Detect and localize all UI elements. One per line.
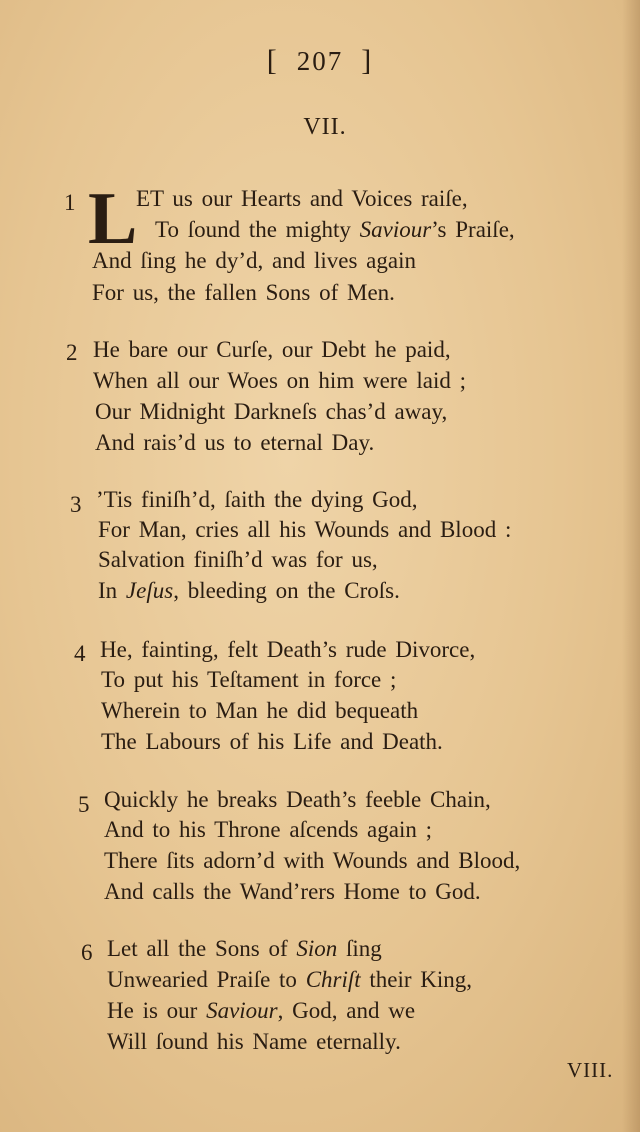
page-header — [0, 44, 640, 78]
verse-line: Let all the Sons of Sion ſing — [107, 936, 382, 961]
verse-line: The Labours of his Life and Death. — [101, 729, 443, 754]
page-edge-shadow — [622, 0, 640, 1132]
drop-cap: L — [88, 178, 138, 260]
stanza-number: 6 — [81, 940, 93, 965]
verse-line: To put his Teſtament in force ; — [101, 667, 397, 692]
right-bracket: ] — [361, 44, 374, 77]
verse-line: Quickly he breaks Death’s feeble Chain, — [104, 787, 491, 812]
stanza-number: 5 — [78, 792, 90, 817]
hymn-number: VII. — [303, 114, 347, 140]
stanza-number: 2 — [66, 340, 78, 365]
verse-line: Our Midnight Darkneſs chas’d away, — [95, 399, 448, 424]
stanza-number: 4 — [74, 641, 86, 666]
left-bracket: [ — [266, 44, 279, 77]
verse-line: Salvation finiſh’d was for us, — [98, 547, 378, 572]
page-number: 207 — [296, 46, 344, 76]
verse-line: ’Tis finiſh’d, ſaith the dying God, — [96, 487, 418, 512]
verse-line: ET us our Hearts and Voices raiſe, — [136, 186, 468, 211]
verse-line: And rais’d us to eternal Day. — [95, 430, 375, 455]
verse-line: Wherein to Man he did bequeath — [101, 698, 419, 723]
catchword: VIII. — [567, 1058, 614, 1082]
verse-line: Unwearied Praiſe to Chriſt their King, — [107, 967, 473, 992]
verse-line: For us, the fallen Sons of Men. — [92, 280, 395, 305]
verse-line: And ſing he dy’d, and lives again — [92, 248, 416, 273]
verse-line: In Jeſus, bleeding on the Croſs. — [98, 578, 400, 603]
verse-line: Will ſound his Name eternally. — [107, 1029, 401, 1054]
verse-line: And calls the Wand’rers Home to God. — [104, 879, 481, 904]
verse-line: There ſits adorn’d with Wounds and Blood, — [104, 848, 521, 873]
verse-line: He is our Saviour, God, and we — [107, 998, 416, 1023]
verse-line: He bare our Curſe, our Debt he paid, — [93, 337, 451, 362]
verse-line: And to his Throne aſcends again ; — [104, 817, 433, 842]
verse-line: He, fainting, felt Death’s rude Divorce, — [100, 637, 476, 662]
verse-line: To ſound the mighty Saviour’s Praiſe, — [155, 217, 515, 242]
stanza-number: 1 — [64, 190, 76, 215]
verse-line: For Man, cries all his Wounds and Blood : — [98, 517, 512, 542]
stanza-number: 3 — [70, 492, 82, 517]
verse-line: When all our Woes on him were laid ; — [93, 368, 467, 393]
